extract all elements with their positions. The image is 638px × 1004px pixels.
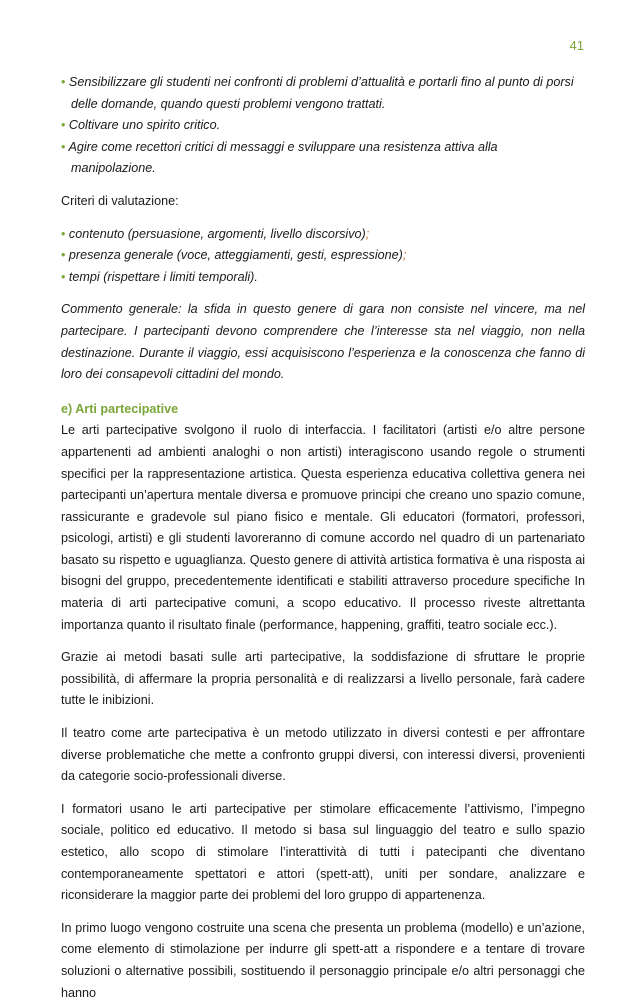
goal-text: Sensibilizzare gli studenti nei confronti di problemi d’attualità e portarli fino al punto di porsi delle domande, quando questi problemi vengono trattati. [68, 75, 574, 111]
criterion-text: tempi (rispettare i limiti temporali). [68, 269, 258, 284]
list-item [61, 137, 585, 180]
section-heading: e) Arti partecipative [61, 401, 179, 416]
general-comment: Commento generale: la sfida in questo genere di gara non consiste nel vincere, ma nel partecipare. I partecipanti devono comprendere che l’interesse sta nel viaggio, non nella destinazione. Durante il viaggio, essi acquisiscono l’esperienza e la conoscenza che fanno di loro dei consapevoli cittadini del mondo. [61, 302, 585, 382]
criterion-text: contenuto (persuasione, argomenti, livello discorsivo) [68, 226, 366, 241]
bullet-icon: • [61, 269, 66, 284]
list-item [61, 267, 585, 289]
criteria-list [61, 224, 585, 289]
body-paragraph: In primo luogo vengono costruite una scena che presenta un problema (modello) e un’azione, come elemento di stimolazione per indurre gli spett-att a rispondere e a tentare di trovare soluzioni o alternative possibili, sostituendo il personaggio principale e/o altri personaggi che hanno [61, 920, 585, 1000]
bullet-icon: • [61, 139, 66, 154]
list-item [61, 224, 585, 246]
goal-text: Agire come recettori critici di messaggi e sviluppare una resistenza attiva alla manipolazione. [68, 139, 498, 176]
body-paragraph: Il teatro come arte partecipativa è un metodo utilizzato in diversi contesti e per affrontare diverse problematiche che mette a confronto gruppi diversi, con interessi diversi, provenienti da categorie socio-professionali diverse. [61, 726, 585, 784]
criteria-label: Criteri di valutazione: [61, 193, 179, 208]
body-paragraph: Grazie ai metodi basati sulle arti partecipative, la soddisfazione di sfruttare le proprie possibilità, di affermare la propria personalità e di realizzarsi a livello personale, farà cadere tutte le inibizioni. [61, 650, 585, 708]
body-paragraph: I formatori usano le arti partecipative per stimolare efficacemente l’attivismo, l’impegno sociale, politico ed educativo. Il metodo si basa sul linguaggio del teatro e sullo spazio estetico, allo scopo di stimolare l’interattività di tutti i patecipanti che diventano contemporaneamente spettatori e attori (spett-att), uniti per sondare, analizzare e riconsiderare la maggior parte dei problemi del loro gruppo di appartenenza. [61, 801, 585, 903]
criterion-text: presenza generale (voce, atteggiamenti, gesti, espressione) [68, 248, 403, 263]
goals-list [61, 72, 585, 180]
bullet-icon: • [61, 226, 66, 241]
list-item [61, 72, 585, 115]
criterion-suffix: ; [402, 248, 407, 263]
list-item [61, 245, 585, 267]
bullet-icon: • [61, 118, 66, 133]
criterion-suffix: ; [365, 226, 370, 241]
bullet-icon: • [61, 75, 66, 89]
page-content [61, 72, 585, 1004]
list-item [61, 115, 585, 137]
body-paragraph: Le arti partecipative svolgono il ruolo di interfaccia. I facilitatori (artisti e/o altre persone appartenenti ad ambienti analoghi o non artisti) interagiscono usando regole o strumenti specifici per la rappresentazione artistica. Questa esperienza educativa collettiva genera nei partecipanti un’apertura mentale diversa e promuove principi che creano uno spazio comune, rassicurante e gradevole sul piano fisico e mentale. Gli educatori (formatori, professori, psicologi, artisti) e gli studenti lavoreranno di comune accordo nel quadro di un partenariato basato su rispetto e uguaglianza. Questo genere di attività artistica formativa è una risposta ai bisogni del gruppo, precedentemente identificati e stabiliti attraverso procedure specifiche In materia di arti partecipative comuni, a scopo educativo. Il processo riveste altrettanta importanza quanto il risultato finale (performance, happening, graffiti, teatro sociale ecc.). [61, 423, 585, 632]
page-number: 41 [569, 38, 584, 53]
bullet-icon: • [61, 248, 66, 263]
goal-text: Coltivare uno spirito critico. [68, 118, 221, 133]
